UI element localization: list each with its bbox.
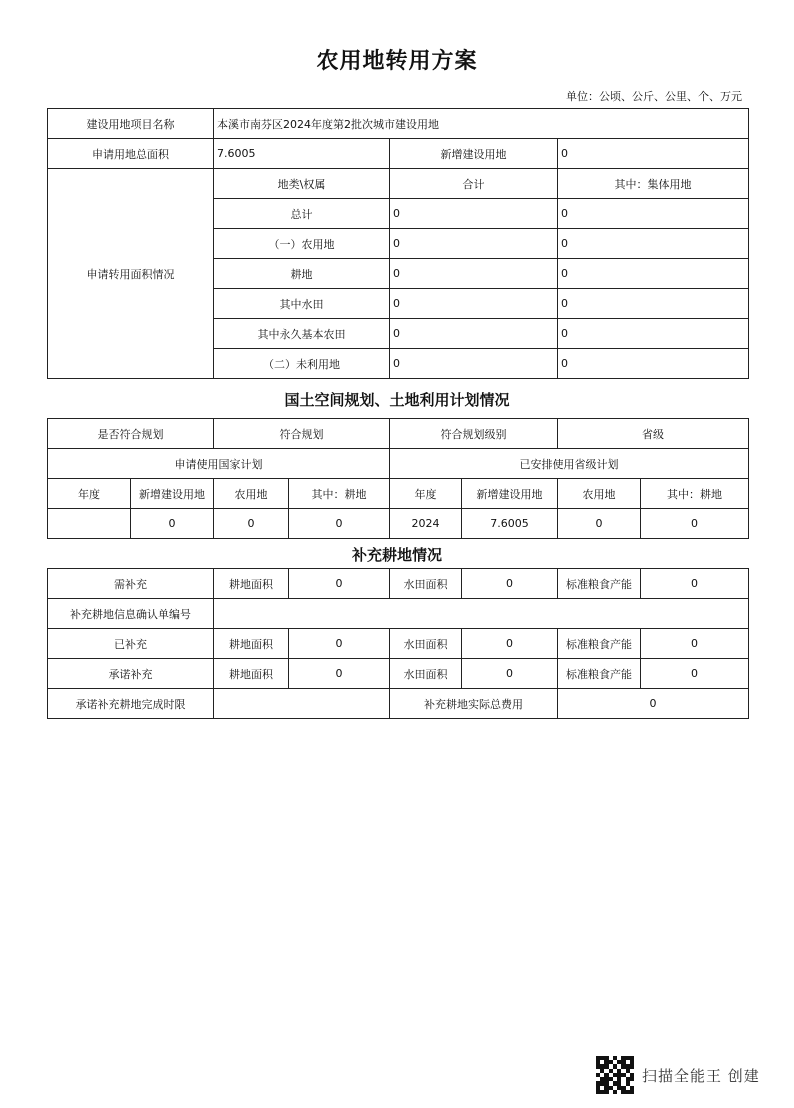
- table-row: [48, 659, 749, 689]
- qr-code-icon: [596, 1056, 634, 1094]
- table-row: [48, 449, 749, 479]
- deadline-label: 承诺补充耕地完成时限: [48, 689, 214, 719]
- header-total: 合计: [390, 169, 558, 199]
- unit-note: 单位：公顷、公斤、公里、个、万元: [566, 90, 742, 103]
- col-header: 农用地: [214, 479, 289, 509]
- cultivated-area-label: 耕地面积: [214, 659, 289, 689]
- table-row: [48, 599, 749, 629]
- total-area-value: 7.6005: [214, 139, 390, 169]
- header-land-type: 地类\权属: [214, 169, 390, 199]
- paddy-area-label: 水田面积: [390, 569, 462, 599]
- col-header: 新增建设用地: [462, 479, 558, 509]
- row-collective: 0: [558, 319, 749, 349]
- table-row: [48, 479, 749, 509]
- paddy-area-value: 0: [462, 629, 558, 659]
- plan-level-label: 符合规划级别: [390, 419, 558, 449]
- col-header: 农用地: [558, 479, 641, 509]
- row-total: 0: [390, 349, 558, 379]
- total-area-label: 申请用地总面积: [48, 139, 214, 169]
- table-row: [48, 629, 749, 659]
- confirm-no-label: 补充耕地信息确认单编号: [48, 599, 214, 629]
- cultivated-area-label: 耕地面积: [214, 629, 289, 659]
- row-label: （一）农用地: [214, 229, 390, 259]
- new-construction-value: 0: [558, 139, 749, 169]
- planning-section-title: 国土空间规划、土地利用计划情况: [284, 391, 510, 409]
- national-farmland: 0: [214, 509, 289, 539]
- provincial-cultivated: 0: [641, 509, 749, 539]
- grain-capacity-value: 0: [641, 569, 749, 599]
- row-collective: 0: [558, 289, 749, 319]
- col-header: 年度: [48, 479, 131, 509]
- cultivated-area-value: 0: [289, 629, 390, 659]
- row-collective: 0: [558, 229, 749, 259]
- scanner-watermark: [596, 1056, 760, 1094]
- row-total: 0: [390, 259, 558, 289]
- row-label: （二）未利用地: [214, 349, 390, 379]
- confirm-no-value: [214, 599, 749, 629]
- row-label: 总计: [214, 199, 390, 229]
- row-collective: 0: [558, 349, 749, 379]
- table-row: [48, 509, 749, 539]
- provincial-farmland: 0: [558, 509, 641, 539]
- paddy-area-value: 0: [462, 569, 558, 599]
- provincial-plan-label: 已安排使用省级计划: [390, 449, 749, 479]
- grain-capacity-label: 标准粮食产能: [558, 659, 641, 689]
- grain-capacity-value: 0: [641, 659, 749, 689]
- row-collective: 0: [558, 259, 749, 289]
- total-cost-label: 补充耕地实际总费用: [390, 689, 558, 719]
- new-construction-label: 新增建设用地: [390, 139, 558, 169]
- cultivated-area-label: 耕地面积: [214, 569, 289, 599]
- national-new-construction: 0: [131, 509, 214, 539]
- deadline-value: [214, 689, 390, 719]
- paddy-area-value: 0: [462, 659, 558, 689]
- document-title: 农用地转用方案: [316, 49, 478, 74]
- paddy-area-label: 水田面积: [390, 629, 462, 659]
- row-total: 0: [390, 199, 558, 229]
- conversion-table: [47, 108, 749, 379]
- table-row: [48, 689, 749, 719]
- table-row: [48, 139, 749, 169]
- provincial-new-construction: 7.6005: [462, 509, 558, 539]
- table-row: [48, 169, 749, 199]
- supplement-row-label: 需补充: [48, 569, 214, 599]
- row-total: 0: [390, 229, 558, 259]
- watermark-text: 扫描全能王 创建: [642, 1066, 760, 1085]
- planning-table: [47, 418, 749, 539]
- supplement-section-title: 补充耕地情况: [351, 546, 442, 564]
- supplement-table: [47, 568, 749, 719]
- table-row: [48, 569, 749, 599]
- grain-capacity-label: 标准粮食产能: [558, 569, 641, 599]
- total-cost-value: 0: [558, 689, 749, 719]
- national-year: [48, 509, 131, 539]
- national-cultivated: 0: [289, 509, 390, 539]
- header-collective: 其中：集体用地: [558, 169, 749, 199]
- row-label: 耕地: [214, 259, 390, 289]
- supplement-row-label: 已补充: [48, 629, 214, 659]
- table-row: [48, 109, 749, 139]
- grain-capacity-label: 标准粮食产能: [558, 629, 641, 659]
- conversion-section-label: 申请转用面积情况: [48, 169, 214, 379]
- row-collective: 0: [558, 199, 749, 229]
- paddy-area-label: 水田面积: [390, 659, 462, 689]
- col-header: 年度: [390, 479, 462, 509]
- col-header: 新增建设用地: [131, 479, 214, 509]
- cultivated-area-value: 0: [289, 569, 390, 599]
- col-header: 其中：耕地: [641, 479, 749, 509]
- cultivated-area-value: 0: [289, 659, 390, 689]
- national-plan-label: 申请使用国家计划: [48, 449, 390, 479]
- table-row: [48, 419, 749, 449]
- compliance-label: 是否符合规划: [48, 419, 214, 449]
- project-name-value: 本溪市南芬区2024年度第2批次城市建设用地: [214, 109, 749, 139]
- supplement-row-label: 承诺补充: [48, 659, 214, 689]
- row-label: 其中水田: [214, 289, 390, 319]
- row-total: 0: [390, 289, 558, 319]
- plan-level-value: 省级: [558, 419, 749, 449]
- row-total: 0: [390, 319, 558, 349]
- grain-capacity-value: 0: [641, 629, 749, 659]
- provincial-year: 2024: [390, 509, 462, 539]
- col-header: 其中：耕地: [289, 479, 390, 509]
- project-name-label: 建设用地项目名称: [48, 109, 214, 139]
- row-label: 其中永久基本农田: [214, 319, 390, 349]
- compliance-value: 符合规划: [214, 419, 390, 449]
